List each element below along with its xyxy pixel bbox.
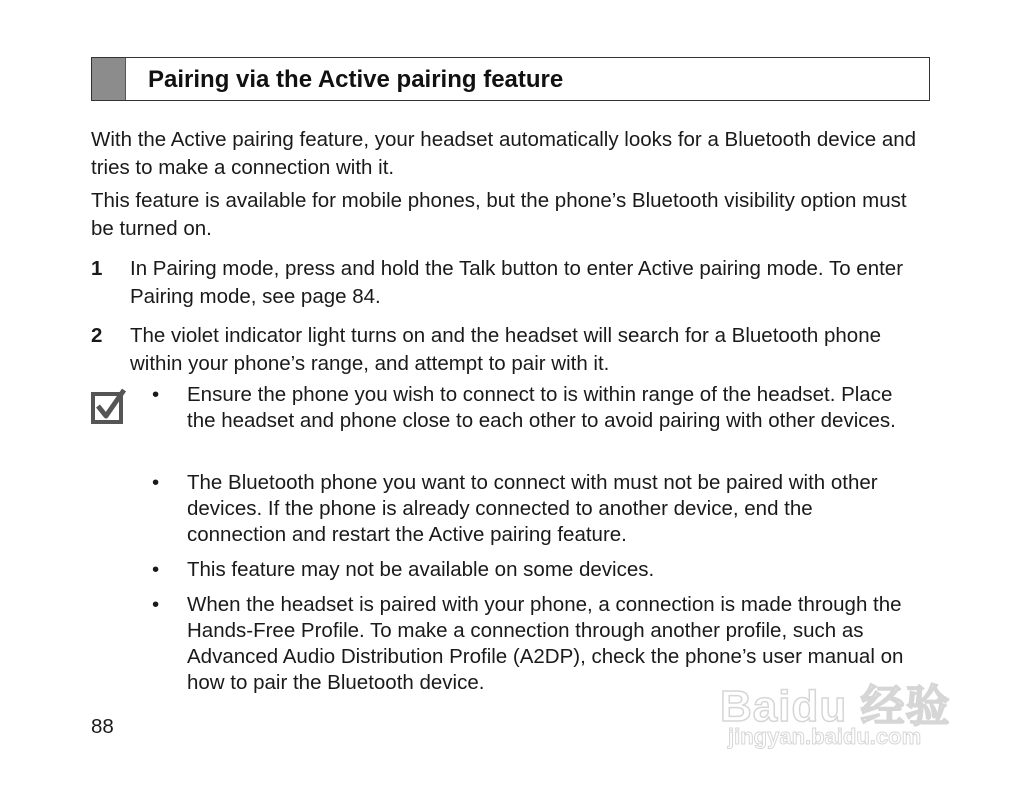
bullet-dot: • bbox=[152, 593, 160, 616]
bullet-dot: • bbox=[152, 558, 160, 581]
list-item-text: This feature may not be available on some devices. bbox=[187, 558, 655, 581]
checkbox-note-icon bbox=[91, 388, 127, 424]
section-header-bar bbox=[92, 58, 126, 100]
section-title: Pairing via the Active pairing feature bbox=[148, 66, 564, 93]
step-text: The violet indicator light turns on and the headset will search for a Bluetooth phone within your phone’s range, and attempt to pair with it. bbox=[130, 324, 881, 375]
step-number: 1 bbox=[91, 257, 103, 280]
section-header bbox=[91, 57, 930, 101]
bullet-dot: • bbox=[152, 383, 160, 406]
step-text: In Pairing mode, press and hold the Talk button to enter Active pairing mode. To enter Pairing mode, see page 84. bbox=[130, 257, 904, 308]
intro-paragraph-1: With the Active pairing feature, your headset automatically looks for a Bluetooth device and tries to make a connection with it. bbox=[91, 128, 917, 179]
bullet-dot: • bbox=[152, 471, 160, 494]
intro-paragraph-2: This feature is available for mobile phones, but the phone’s Bluetooth visibility option must be turned on. bbox=[91, 189, 907, 240]
list-item-text: When the headset is paired with your phone, a connection is made through the Hands-Free Profile. To make a connection through another profile, such as Advanced Audio Distribution Profile (A2DP), check the phone’s user manual on how to pair the Bluetooth device. bbox=[187, 593, 904, 694]
watermark bbox=[720, 660, 970, 760]
list-item-text: Ensure the phone you wish to connect to is within range of the headset. Place the headset and phone close to each other to avoid pairing with other devices. bbox=[187, 383, 896, 432]
watermark-logo-text: Baidu 经验 bbox=[720, 682, 951, 731]
step-number: 2 bbox=[91, 324, 103, 347]
list-item-text: The Bluetooth phone you want to connect with must not be paired with other devices. If the phone is already connected to another device, end the connection and restart the Active pairing feature. bbox=[187, 471, 878, 546]
watermark-url: jingyan.baidu.com bbox=[728, 724, 922, 749]
page-number: 88 bbox=[91, 715, 114, 738]
